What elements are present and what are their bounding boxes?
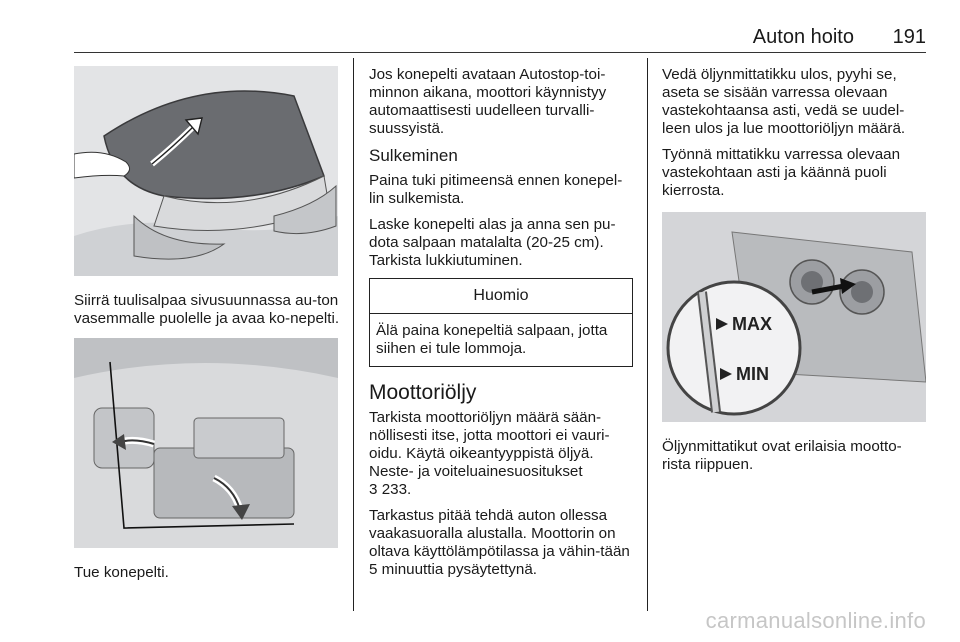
caption-prop: Tue konepelti. [74, 564, 169, 581]
oil-conditions-paragraph: Tarkastus pitää tehdä auton ollessa vaakasuoralla alustalla. Moottorin on oltava käyttölämpötilassa ja vähin-tään 5 minuuttia pysäytettynä. [369, 507, 630, 578]
notice-body: Älä paina konepeltiä salpaan, jotta siihen ei tule lommoja. [376, 322, 608, 357]
hood-latch-illustration [74, 66, 338, 276]
section-title: Auton hoito [752, 26, 854, 48]
page-number: 191 [892, 26, 926, 48]
notice-title: Huomio [370, 279, 632, 314]
reference-arrow-icon: 3 [369, 481, 378, 498]
engine-oil-heading: Moottoriöljy [369, 381, 477, 404]
oil-check-paragraph: Tarkista moottoriöljyn määrä sään-nöllisesti itse, jotta moottori ei vauri-oidu. Käytä oikeantyyppistä öljyä. Neste- ja voiteluainesuositukset [369, 409, 610, 480]
page-header [74, 22, 926, 50]
header-rule [74, 52, 926, 53]
dipstick-caption: Öljynmittatikut ovat erilaisia mootto-rista riippuen. [662, 438, 902, 473]
column-divider-2 [647, 58, 648, 611]
autostop-paragraph: Jos konepelti avataan Autostop-toi-minnon aikana, moottori käynnistyy automaattisesti uudelleen turvalli-suussyistä. [369, 66, 607, 137]
dipstick-illustration [662, 212, 926, 422]
closing-paragraph-2: Laske konepelti alas ja anna sen pu-dota salpaan matalalta (20-25 cm). Tarkista lukkiutuminen. [369, 216, 616, 269]
caption-latch: Siirrä tuulisalpaa sivusuunnassa au-ton vasemmalle puolelle ja avaa ko-nepelti. [74, 292, 340, 327]
column-1 [74, 66, 340, 590]
column-3 [662, 66, 928, 482]
oil-reference [369, 481, 633, 499]
notice-box [369, 278, 633, 367]
hood-prop-illustration [74, 338, 338, 548]
dipstick-paragraph-2: Työnnä mittatikku varressa olevaan vastekohtaan asti ja käännä puoli kierrosta. [662, 146, 901, 199]
closing-paragraph-1: Paina tuki pitimeensä ennen konepel-lin sulkemista. [369, 172, 623, 207]
column-2 [369, 66, 633, 587]
dipstick-paragraph-1: Vedä öljynmittatikku ulos, pyyhi se, aseta se sisään varressa olevaan vastekohtaansa asti, vedä se uudel-leen ulos ja lue moottoriöljyn määrä. [662, 66, 906, 137]
dipstick-min-label: MIN [736, 364, 769, 384]
closing-heading: Sulkeminen [369, 146, 458, 165]
watermark: carmanualsonline.info [705, 608, 926, 633]
dipstick-max-label: MAX [732, 314, 772, 334]
column-divider-1 [353, 58, 354, 611]
reference-page: 233. [381, 481, 412, 498]
